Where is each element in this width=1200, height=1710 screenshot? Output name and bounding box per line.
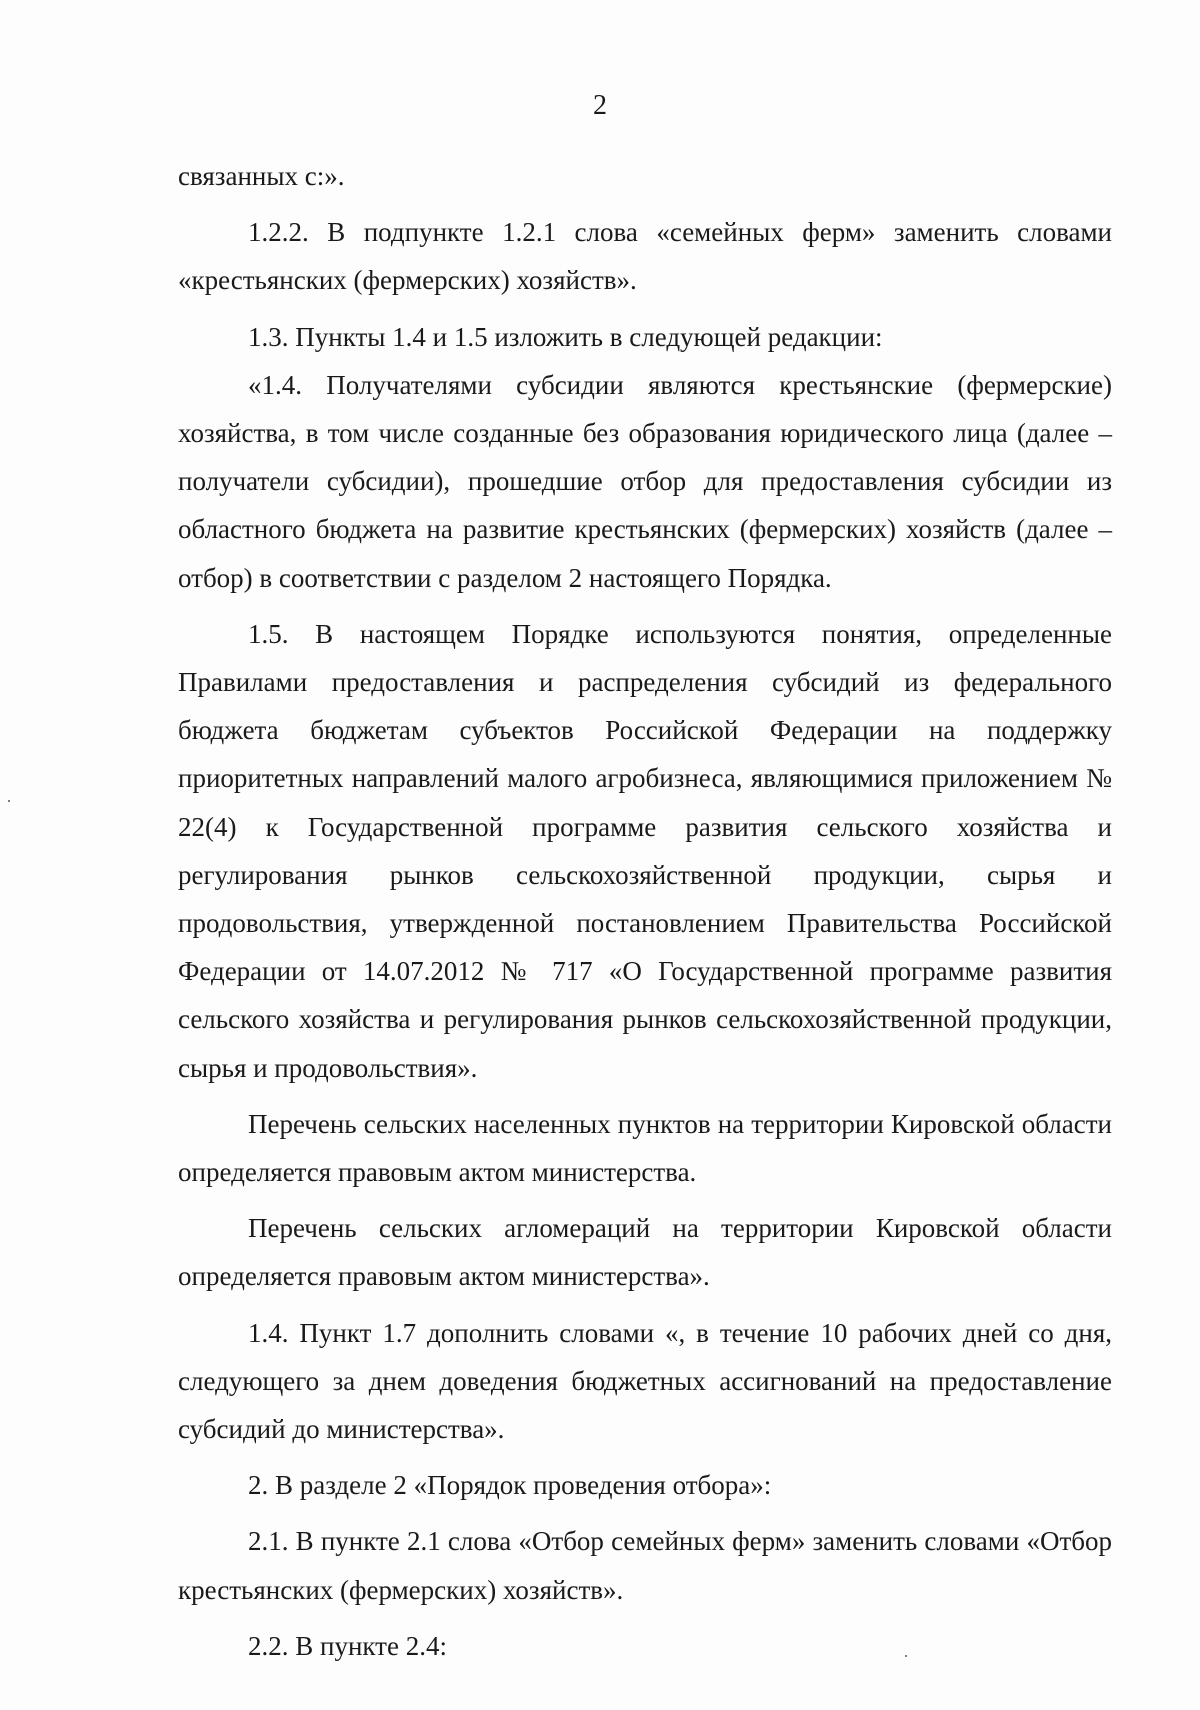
paragraph-agglomerations: Перечень сельских агломераций на территории Кировской области определяется правовым актом министерства».: [178, 1213, 1112, 1292]
paragraph-section-2: 2. В разделе 2 «Порядок проведения отбора»:: [248, 1470, 772, 1501]
paragraph-continuation: связанных с:».: [178, 161, 345, 191]
scan-speck: [8, 800, 10, 802]
paragraph-1-3: 1.3. Пункты 1.4 и 1.5 изложить в следующей редакции:: [248, 321, 883, 352]
paragraph-1-2-2: 1.2.2. В подпункте 1.2.1 слова «семейных ферм» заменить словами «крестьянских (фермерских) хозяйств».: [178, 217, 1112, 296]
document-body: [178, 152, 1112, 1670]
paragraph-2-1: 2.1. В пункте 2.1 слова «Отбор семейных ферм» заменить словами «Отбор крестьянских (фермерских) хозяйств».: [178, 1526, 1112, 1605]
paragraph-1-5-quoted: 1.5. В настоящем Порядке используются понятия, определенные Правилами предоставления и распределения субсидий из федерального бюджета бюджетам субъектов Российской Федерации на поддержку приоритетных направлений малого агробизнеса, являющимися приложением № 22(4) к Государственной программе развития сельского хозяйства и регулирования рынков сельскохозяйственной продукции, сырья и продовольствия, утвержденной постановлением Правительства Российской Федерации от 14.07.2012 № 717 «О Государственной программе развития сельского хозяйства и регулирования рынков сельскохозяйственной продукции, сырья и продовольствия».: [178, 618, 1112, 1083]
page-number: 2: [593, 90, 607, 121]
paragraph-settlements: Перечень сельских населенных пунктов на территории Кировской области определяется правовым актом министерства.: [178, 1108, 1112, 1188]
paragraph-1-4: 1.4. Пункт 1.7 дополнить словами «, в течение 10 рабочих дней со дня, следующего за днем доведения бюджетных ассигнований на предоставление субсидий до министерства».: [178, 1317, 1112, 1445]
paragraph-2-2: 2.2. В пункте 2.4:: [248, 1630, 447, 1661]
paragraph-1-4-quoted: «1.4. Получателями субсидии являются крестьянские (фермерские) хозяйства, в том числе созданные без образования юридического лица (далее – получатели субсидии), прошедшие отбор для предоставления субсидии из областного бюджета на развитие крестьянских (фермерских) хозяйств (далее – отбор) в соответствии с разделом 2 настоящего Порядка.: [178, 369, 1112, 593]
scan-speck: [905, 1655, 907, 1657]
